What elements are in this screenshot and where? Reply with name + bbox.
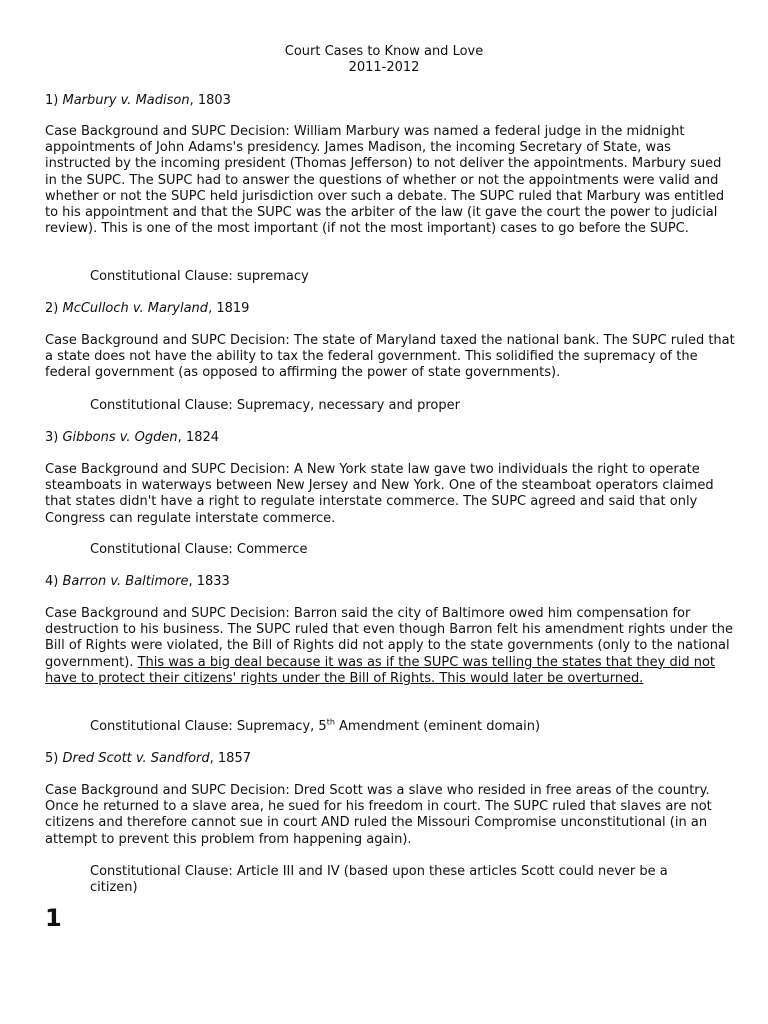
case-clause-4	[90, 719, 710, 735]
case-number: 1)	[45, 93, 59, 108]
case-number: 5)	[45, 751, 59, 766]
case-year: , 1819	[208, 301, 250, 316]
page-number: 1	[45, 904, 62, 932]
case-heading-4	[45, 574, 230, 590]
case-year: , 1833	[188, 574, 230, 589]
case-clause-5: Constitutional Clause: Article III and IV (based upon these articles Scott could never be a citizen)	[90, 864, 668, 896]
clause-superscript: th	[326, 717, 335, 727]
title-line-1: Court Cases to Know and Love	[284, 44, 484, 59]
case-decision-2: Case Background and SUPC Decision: The state of Maryland taxed the national bank. The SUPC ruled that a state does not have the ability to tax the federal government. This solidified the supremacy of the federal government (as opposed to affirming the power of state governments).	[45, 333, 735, 381]
document-title	[0, 44, 768, 76]
title-line-2: 2011-2012	[348, 60, 420, 75]
case-decision-4	[45, 606, 735, 687]
case-year: , 1803	[189, 93, 231, 108]
case-number: 4)	[45, 574, 59, 589]
case-heading-5	[45, 751, 251, 767]
case-year: , 1857	[209, 751, 251, 766]
case-name: Dred Scott v. Sandford	[62, 751, 210, 766]
case-number: 2)	[45, 301, 59, 316]
case-year: , 1824	[177, 430, 220, 445]
decision-text: Case Background and SUPC Decision: Barron said the city of Baltimore owed him compensation for destruction to his business. The SUPC ruled that even though Barron felt his amendment rights under the Bill of Rights were violated, the Bill of Rights did not apply to the state governments (only to the national government).	[45, 606, 733, 670]
case-clause-2: Constitutional Clause: Supremacy, necessary and proper	[90, 398, 460, 413]
case-decision-3: Case Background and SUPC Decision: A New York state law gave two individuals the right to operate steamboats in waterways between New Jersey and New York. One of the steamboat operators claimed that states didn't have a right to regulate interstate commerce. The SUPC agreed and said that only Congress can regulate interstate commerce.	[45, 462, 714, 526]
clause-text: Constitutional Clause: Supremacy, 5	[90, 719, 327, 734]
case-clause-3: Constitutional Clause: Commerce	[90, 542, 308, 557]
case-name: Gibbons v. Ogden	[62, 430, 178, 445]
case-decision-5: Case Background and SUPC Decision: Dred Scott was a slave who resided in free areas of the country. Once he returned to a slave area, he sued for his freedom in court. The SUPC ruled that slaves are not citizens and therefore cannot sue in court AND ruled the Missouri Compromise unconstitutional (in an attempt to prevent this problem from happening again).	[45, 783, 712, 847]
case-decision-1: Case Background and SUPC Decision: William Marbury was named a federal judge in the midnight appointments of John Adams's presidency. James Madison, the incoming Secretary of State, was instructed by the incoming president (Thomas Jefferson) to not deliver the appointments. Marbury sued in the SUPC. The SUPC had to answer the questions of whether or not the appointments were valid and whether or not the SUPC held jurisdiction over such a debate. The SUPC ruled that Marbury was entitled to his appointment and that the SUPC was the arbiter of the law (it gave the court the power to judicial review). This is one of the most important (if not the most important) cases to go before the SUPC.	[45, 124, 725, 237]
case-name: McCulloch v. Maryland	[62, 301, 209, 316]
case-clause-1: Constitutional Clause: supremacy	[90, 269, 309, 284]
case-number: 3)	[45, 430, 59, 445]
case-name: Marbury v. Madison	[62, 93, 190, 108]
case-heading-2	[45, 301, 249, 317]
case-heading-1	[45, 93, 231, 109]
case-name: Barron v. Baltimore	[62, 574, 189, 589]
clause-text-end: Amendment (eminent domain)	[334, 719, 541, 734]
decision-emphasis: This was a big deal because it was as if the SUPC was telling the states that they did not have to protect their citizens' rights under the Bill of Rights. This would later be overturned.	[45, 654, 716, 686]
case-heading-3	[45, 430, 219, 446]
